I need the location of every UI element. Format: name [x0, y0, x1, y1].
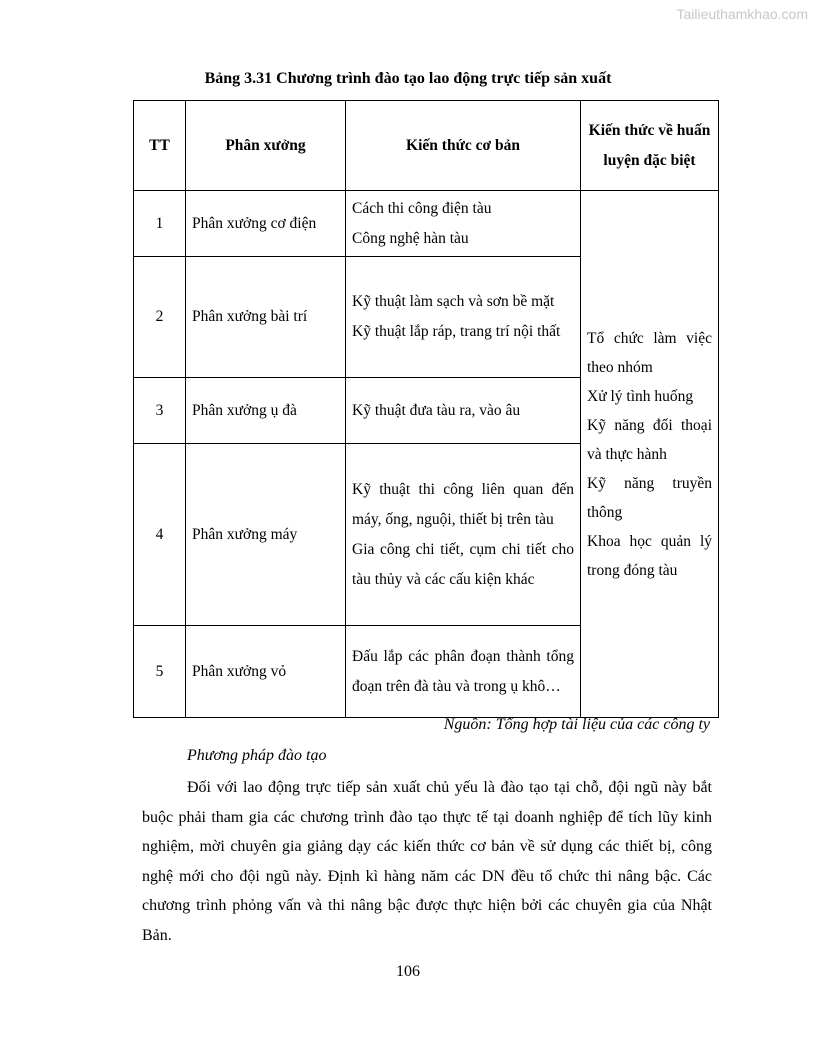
basic-knowledge-item: Kỹ thuật đưa tàu ra, vào âu: [352, 401, 521, 419]
basic-knowledge-item: Kỹ thuật lắp ráp, trang trí nội thất: [352, 323, 561, 340]
table-source-note: Nguồn: Tổng hợp tài liệu của các công ty: [443, 716, 710, 733]
basic-knowledge-item: Đấu lắp các phân đoạn thành tổng đoạn trên đà tàu và trong ụ khô…: [352, 647, 574, 695]
basic-knowledge-cell: [346, 191, 581, 257]
workshop-name: Phân xưởng bài trí: [186, 257, 346, 378]
row-number: 4: [134, 444, 186, 626]
header-workshop: Phân xưởng: [186, 101, 346, 191]
special-training-item: Kỹ năng đối thoại và thực hành: [587, 416, 712, 463]
watermark: Tailieuthamkhao.com: [676, 6, 808, 22]
workshop-name: Phân xưởng vỏ: [186, 626, 346, 718]
basic-knowledge-item: Cách thi công điện tàu: [352, 199, 492, 217]
basic-knowledge-item: Kỹ thuật thi công liên quan đến máy, ống, nguội, thiết bị trên tàu: [352, 480, 574, 528]
body-paragraph: Đối với lao động trực tiếp sản xuất chủ yếu là đào tạo tại chỗ, đội ngũ này bắt buộc phải tham gia các chương trình đào tạo thực tế tại doanh nghiệp để tích lũy kinh nghiệm, mời chuyên gia giảng dạy các kiến thức cơ bản về sử dụng các thiết bị, công nghệ mới cho đội ngũ này. Định kì hàng năm các DN đều tổ chức thi nâng bậc. Các chương trình phỏng vấn và thi nâng bậc được thực hiện bởi các chuyên gia của Nhật Bản.: [142, 779, 712, 944]
basic-knowledge-cell: [346, 444, 581, 626]
basic-knowledge-cell: [346, 378, 581, 444]
workshop-name: Phân xưởng ụ đà: [186, 378, 346, 444]
table-row: [134, 191, 719, 257]
workshop-name: Phân xưởng cơ điện: [186, 191, 346, 257]
special-training-item: Kỹ năng truyền thông: [587, 474, 712, 521]
basic-knowledge-item: Gia công chi tiết, cụm chi tiết cho tàu thủy và các cấu kiện khác: [352, 540, 574, 588]
basic-knowledge-item: Kỹ thuật làm sạch và sơn bề mặt: [352, 293, 555, 310]
row-number: 2: [134, 257, 186, 378]
workshop-name: Phân xưởng máy: [186, 444, 346, 626]
row-number: 5: [134, 626, 186, 718]
basic-knowledge-item: Công nghệ hàn tàu: [352, 229, 469, 247]
row-number: 3: [134, 378, 186, 444]
table-header-row: [134, 101, 719, 191]
header-special-training: Kiến thức về huấn luyện đặc biệt: [581, 101, 719, 191]
basic-knowledge-cell: [346, 257, 581, 378]
special-training-item: Xử lý tình huống: [587, 387, 694, 405]
row-number: 1: [134, 191, 186, 257]
header-basic-knowledge: Kiến thức cơ bản: [346, 101, 581, 191]
special-training-item: Khoa học quản lý trong đóng tàu: [587, 532, 712, 579]
training-program-table: [133, 100, 719, 718]
header-tt: TT: [134, 101, 186, 191]
page-number: 106: [396, 963, 420, 980]
special-training-cell: [581, 191, 719, 718]
basic-knowledge-cell: [346, 626, 581, 718]
special-training-item: Tổ chức làm việc theo nhóm: [587, 329, 712, 376]
table-caption: Bảng 3.31 Chương trình đào tạo lao động trực tiếp sản xuất: [204, 70, 612, 87]
section-subheading: Phương pháp đào tạo: [187, 747, 327, 764]
